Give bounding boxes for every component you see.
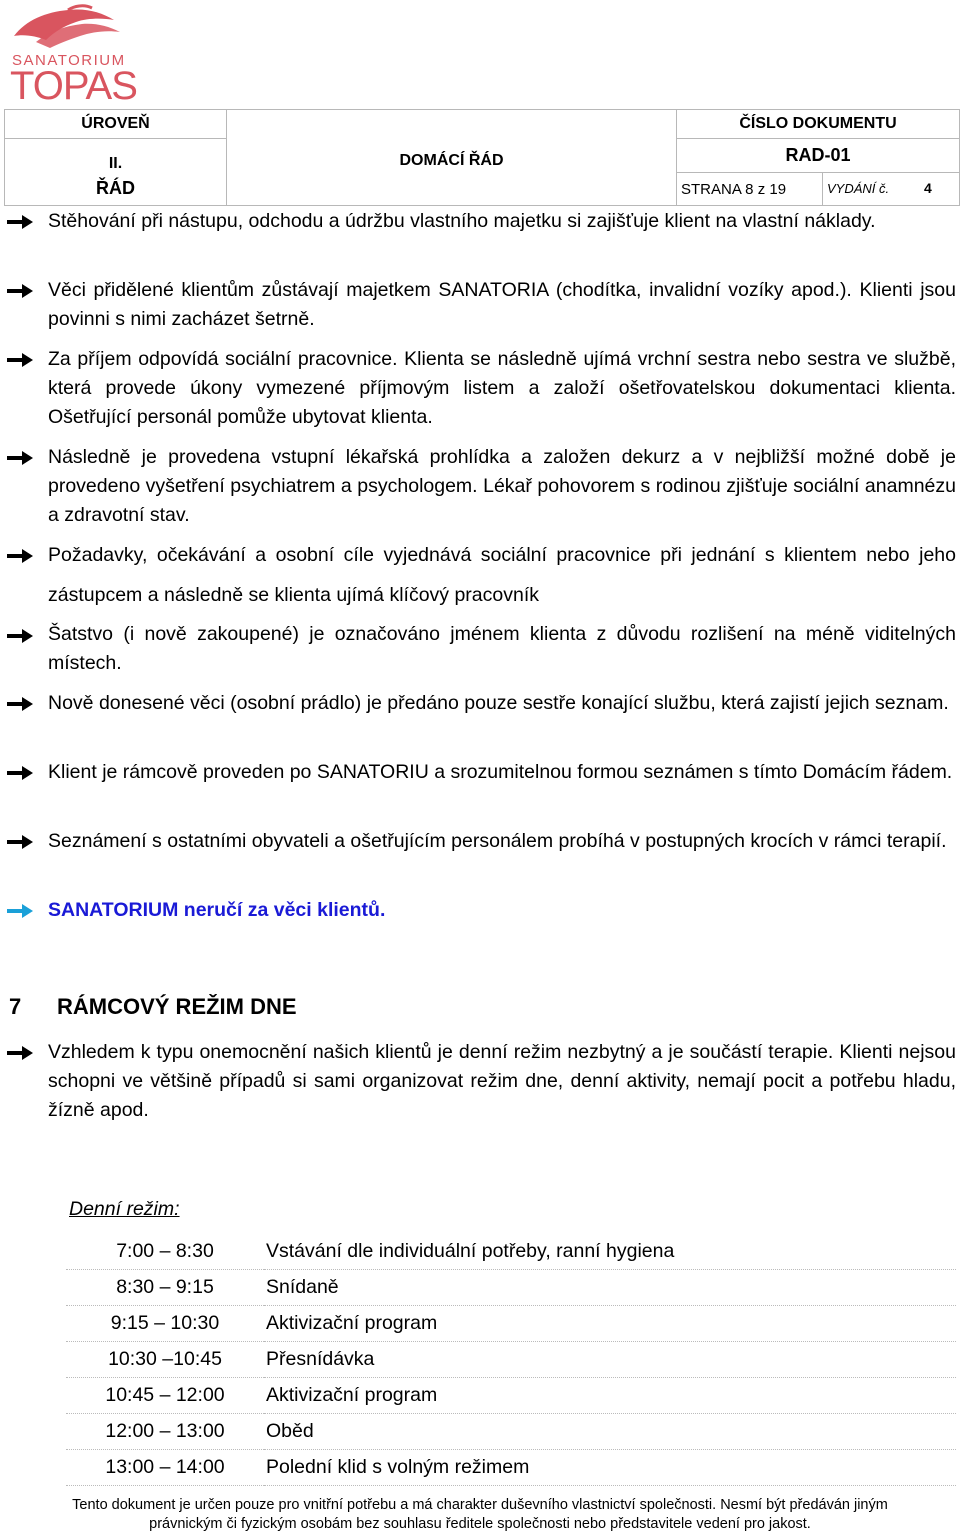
schedule-time: 8:30 – 9:15 <box>66 1270 264 1306</box>
bullet-text: Nově donesené věci (osobní prádlo) je předáno pouze sestře konající službu, která zajistí jejich seznam. <box>48 692 949 714</box>
company-logo <box>6 2 137 108</box>
table-row <box>66 1414 956 1450</box>
level-label: ÚROVEŇ <box>5 110 227 139</box>
page-info: STRANA 8 z 19 <box>677 173 823 206</box>
edition-label: VYDÁNÍ č. <box>827 181 890 196</box>
schedule-time: 9:15 – 10:30 <box>66 1306 264 1342</box>
arrow-right-icon <box>6 546 34 566</box>
bullet-text: Za příjem odpovídá sociální pracovnice. Klienta se následně ujímá vrchní sestra nebo sestra ve službě, která provede úkony vymezené příjmovým listem a založí ošetřovatelskou dokumentaci klienta. Ošetřující personál pomůže ubytovat klienta. <box>48 348 956 428</box>
arrow-right-icon <box>6 763 34 783</box>
bullet-text-highlight: SANATORIUM neručí za věci klientů. <box>48 899 386 921</box>
arrow-right-icon <box>6 626 34 646</box>
doc-number-label: ČÍSLO DOKUMENTU <box>677 110 960 139</box>
document-header-table <box>4 109 960 206</box>
table-row <box>66 1306 956 1342</box>
arrow-right-icon <box>6 281 34 301</box>
footer-line: Tento dokument je určen pouze pro vnitřní potřebu a má charakter duševního vlastnictví společnosti. Nesmí být předáván jiným <box>72 1497 888 1513</box>
section-title: RÁMCOVÝ REŽIM DNE <box>57 994 297 1019</box>
arrow-right-icon <box>6 350 34 370</box>
edition-value: 4 <box>924 180 932 196</box>
schedule-activity: Oběd <box>264 1414 956 1450</box>
table-row <box>66 1234 956 1270</box>
bullet-text: Věci přidělené klientům zůstávají majetkem SANATORIA (chodítka, invalidní vozíky apod.). Klienti jsou povinni s nimi zacházet šetrně. <box>48 279 956 330</box>
hands-logo-icon <box>6 2 126 52</box>
logo-text-sanatorium: SANATORIUM <box>12 52 126 69</box>
schedule-time: 12:00 – 13:00 <box>66 1414 264 1450</box>
level-value: II. <box>5 139 227 173</box>
section-intro: Vzhledem k typu onemocnění našich klientů je denní režim nezbytný a je součástí terapie. Klienti nejsou schopni ve většině případů si sami organizovat režim dne, denní aktivity, nemají pocit a potřebu hladu, žízně apod. <box>48 1041 956 1121</box>
section-number: 7 <box>9 994 22 1019</box>
schedule-activity: Aktivizační program <box>264 1306 956 1342</box>
arrow-right-icon <box>6 832 34 852</box>
schedule-time: 10:45 – 12:00 <box>66 1378 264 1414</box>
schedule-activity: Snídaně <box>264 1270 956 1306</box>
page-footer <box>10 1496 950 1534</box>
document-title: DOMÁCÍ ŘÁD <box>227 110 677 206</box>
bullet-text: Požadavky, očekávání a osobní cíle vyjednává sociální pracovnice při jednání s klientem nebo jeho zástupcem a následně se klienta ujímá klíčový pracovník <box>48 544 956 606</box>
doc-number: RAD-01 <box>677 139 960 173</box>
logo-text-topas: TOPAS <box>10 64 137 108</box>
schedule-activity: Přesnídávka <box>264 1342 956 1378</box>
schedule-activity: Vstávání dle individuální potřeby, ranní hygiena <box>264 1234 956 1270</box>
table-row <box>66 1270 956 1306</box>
table-row <box>66 1342 956 1378</box>
footer-line: právnickým či fyzickým osobám bez souhlasu ředitele společnosti nebo představitele vedení pro jakost. <box>149 1516 811 1532</box>
bullet-text: Klient je rámcově proveden po SANATORIU a srozumitelnou formou seznámen s tímto Domácím řádem. <box>48 761 953 783</box>
schedule-time: 7:00 – 8:30 <box>66 1234 264 1270</box>
schedule-heading: Denní režim: <box>69 1198 180 1220</box>
arrow-right-icon <box>6 901 34 921</box>
arrow-right-icon <box>6 448 34 468</box>
schedule-time: 10:30 –10:45 <box>66 1342 264 1378</box>
table-row <box>66 1450 956 1486</box>
arrow-right-icon <box>6 1043 34 1063</box>
schedule-time: 13:00 – 14:00 <box>66 1450 264 1486</box>
schedule-activity: Polední klid s volným režimem <box>264 1450 956 1486</box>
schedule-activity: Aktivizační program <box>264 1378 956 1414</box>
edition-cell <box>823 173 960 206</box>
bullet-text: Následně je provedena vstupní lékařská prohlídka a založen dekurz a v nejbližší možné době je provedeno vyšetření psychiatrem a psychologem. Lékař pohovorem s rodinou zjišťuje sociální anamnézu a zdravotní stav. <box>48 446 956 526</box>
bullet-text: Seznámení s ostatními obyvateli a ošetřujícím personálem probíhá v postupných krocích v rámci terapií. <box>48 830 947 852</box>
doc-type: ŘÁD <box>5 173 227 206</box>
arrow-right-icon <box>6 694 34 714</box>
arrow-right-icon <box>6 212 34 232</box>
daily-schedule-table <box>66 1234 956 1486</box>
bullet-text: Šatstvo (i nově zakoupené) je označováno jménem klienta z důvodu rozlišení na méně viditelných místech. <box>48 623 956 674</box>
table-row <box>66 1378 956 1414</box>
bullet-text: Stěhování při nástupu, odchodu a údržbu vlastního majetku si zajišťuje klient na vlastní náklady. <box>48 210 876 232</box>
